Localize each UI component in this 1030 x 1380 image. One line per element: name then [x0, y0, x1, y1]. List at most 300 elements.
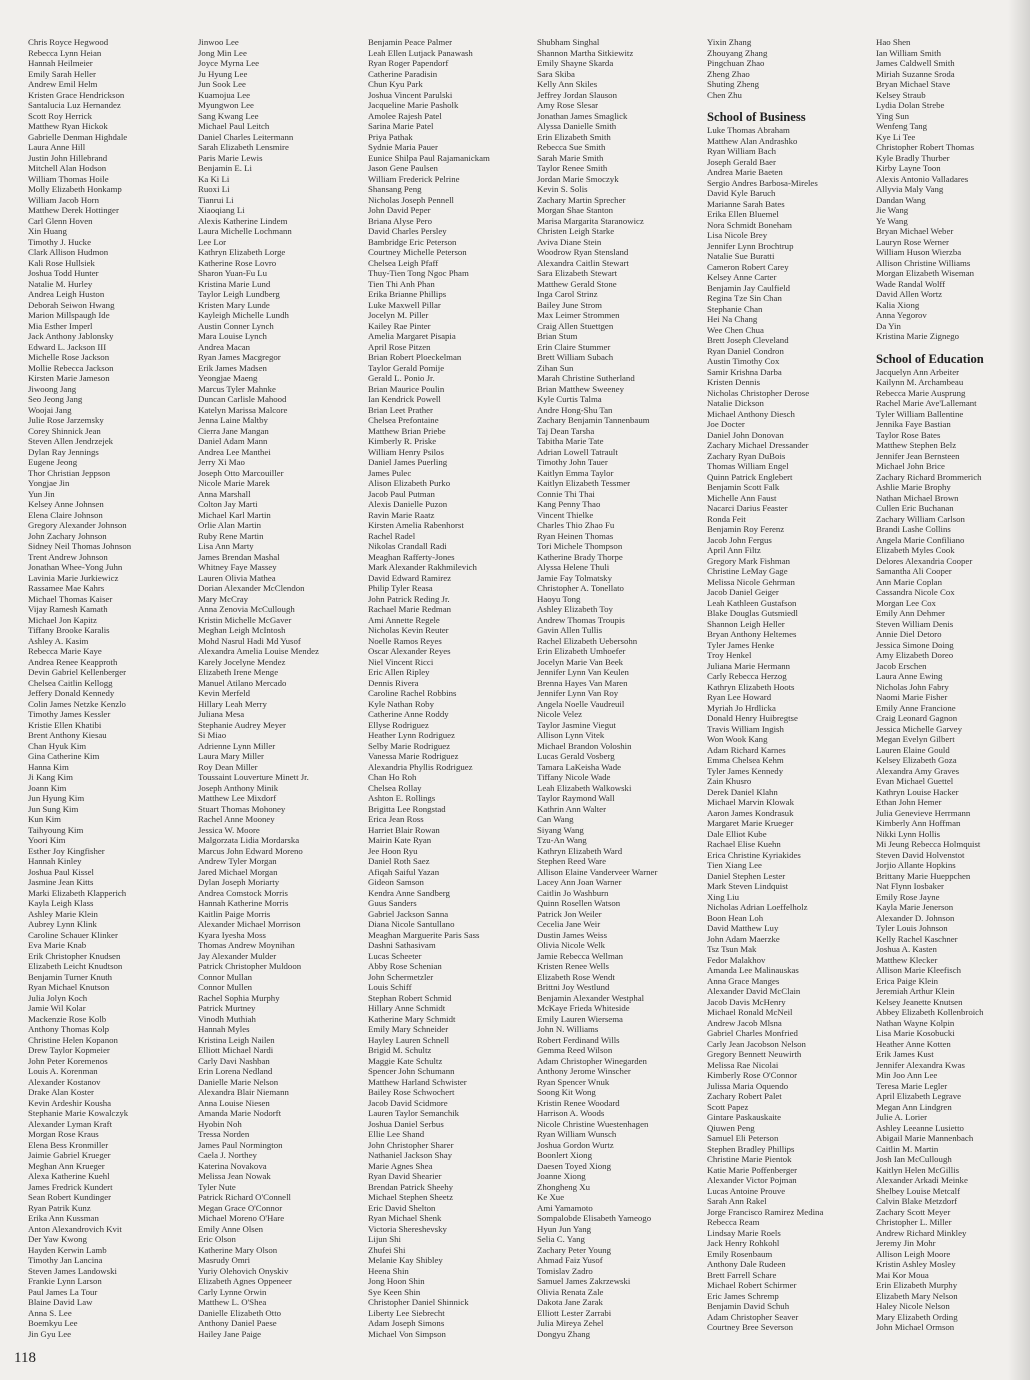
graduate-name: Devin Gabriel Kellenberger — [28, 667, 127, 677]
graduate-name: Bailey Rose Schwochert — [368, 1087, 455, 1097]
graduate-name: Colton Jay Marti — [198, 499, 258, 509]
graduate-name: Jacob Daniel Geiger — [707, 587, 779, 597]
graduate-name: Zachary Robert Palet — [707, 1091, 782, 1101]
graduate-name: Corey Shinnick Jean — [28, 425, 101, 436]
graduate-name: James Pulec — [368, 467, 412, 478]
graduate-name: Megan Evelyn Gilbert — [876, 734, 955, 744]
graduate-name: Harrison A. Woods — [537, 1108, 605, 1118]
graduate-name: Jee Hoon Ryu — [368, 845, 418, 856]
graduate-name: Jun Sook Lee — [198, 79, 246, 89]
graduate-name: Eric David Shelton — [368, 1202, 436, 1213]
graduate-name: Orlie Alan Martin — [198, 520, 262, 530]
graduate-name: Allison Lynn Vitek — [537, 730, 605, 740]
graduate-name: April Elizabeth Legrave — [876, 1091, 961, 1101]
graduate-name: Ruby Rene Martin — [198, 530, 264, 541]
graduate-name: Jack Anthony Jablonsky — [28, 331, 114, 341]
graduate-name: Shuting Zheng — [707, 79, 760, 89]
graduate-name: Leah Elizabeth Walkowski — [537, 782, 632, 793]
graduate-name: Kelsey Anne Johnsen — [28, 499, 104, 509]
graduate-name: Zachary Martin Sprecher — [537, 194, 626, 205]
graduate-name: Gabriel Jackson Sanna — [368, 908, 449, 919]
graduate-name: Megan Ann Lindgren — [876, 1101, 952, 1112]
graduate-name: Natalie M. Hurley — [28, 278, 93, 289]
graduate-name: Daniel Charles Leitermann — [198, 131, 294, 142]
graduate-name: Joe Docter — [707, 419, 745, 429]
graduate-name: Patrick Murtney — [198, 1003, 256, 1013]
graduate-name: Steven David Holvenstot — [876, 849, 965, 860]
graduate-name: Brian Matthew Sweeney — [537, 383, 624, 394]
graduate-name: Marcus Tyler Mahnke — [198, 383, 276, 394]
graduate-name: Der Yaw Kwong — [28, 1234, 87, 1244]
graduate-name: Ryan Spencer Wnuk — [537, 1076, 610, 1087]
graduate-name: Louis A. Korenman — [28, 1066, 98, 1076]
graduate-name: Vinodh Muthiah — [198, 1013, 256, 1024]
graduate-name: Nicole Marie Marek — [198, 478, 270, 488]
graduate-name: Adrian Lowell Tatrault — [537, 446, 618, 457]
graduate-name: William Thomas Hoile — [28, 173, 109, 184]
graduate-name: Alexander Arkadi Meinke — [876, 1175, 968, 1185]
graduate-name: Annie Diel Detoro — [876, 629, 942, 639]
graduate-name: John N. Williams — [537, 1024, 599, 1034]
graduate-name: Jacqueline Marie Pasholk — [368, 100, 459, 110]
graduate-name: Elliott Michael Nardi — [198, 1045, 274, 1055]
graduate-name: Kelly Ann Skiles — [537, 79, 598, 89]
graduate-name: Noelle Ramos Reyes — [368, 635, 442, 646]
graduate-name: Elizabeth Irene Menge — [198, 667, 279, 677]
graduate-name: Timothy J. Hucke — [28, 236, 91, 247]
graduate-name: Wee Chen Chua — [707, 324, 764, 335]
graduate-name: April Ann Filtz — [707, 545, 761, 555]
graduate-name: Rebecca Lynn Heian — [28, 47, 102, 58]
graduate-name: John Zachary Johnson — [28, 530, 107, 541]
graduate-name: Stephen Reed Ware — [537, 856, 606, 866]
graduate-name: Juliana Marie Hermann — [707, 660, 791, 671]
graduate-name: Kimberly Ann Hoffman — [876, 818, 961, 828]
graduate-name: Ashley Elizabeth Toy — [537, 604, 613, 614]
graduate-name: Gintare Paskauskaite — [707, 1112, 782, 1122]
graduate-name: Joshua Vincent Parulski — [368, 89, 453, 100]
graduate-name: Michael Von Simpson — [368, 1328, 446, 1339]
graduate-name: Nicholas Adrian Loeffelholz — [707, 902, 808, 912]
graduate-name: Kailey Rae Pinter — [368, 320, 431, 331]
graduate-name: Taylor Raymond Wall — [537, 793, 615, 803]
graduate-name: Matthew Derek Hottinger — [28, 205, 119, 215]
graduate-name: Gideon Samson — [368, 877, 424, 887]
graduate-name: William Huson Wierzba — [876, 247, 962, 257]
graduate-name: Emily Mary Schneider — [368, 1024, 449, 1034]
graduate-name: Miriah Suzanne Sroda — [876, 68, 955, 79]
graduate-name: Kyara Iyesha Moss — [198, 929, 266, 940]
graduate-name: Jinwoo Lee — [198, 37, 239, 47]
graduate-name: Seo Jeong Jang — [28, 394, 83, 404]
graduate-name: David Charles Persley — [368, 226, 447, 236]
graduate-name: Kali Rose Hullsiek — [28, 257, 95, 268]
graduate-name: Nicholas Kevin Reuter — [368, 625, 449, 635]
graduate-name: Thuy-Tien Tong Ngoc Pham — [368, 268, 469, 278]
graduate-name: Jong Min Lee — [198, 47, 247, 58]
graduate-name: Alexandra Blair Niemann — [198, 1087, 289, 1097]
graduate-name: Vijay Ramesh Kamath — [28, 604, 108, 614]
graduate-name: Marianne Sarah Bates — [707, 198, 785, 209]
graduate-name: Jenna Laine Maltby — [198, 415, 268, 425]
graduate-name: Ryan David Shearier — [368, 1171, 442, 1181]
graduate-name: Erica Christine Kyriakides — [707, 849, 801, 860]
graduate-name: Kristen Mary Lunde — [198, 299, 270, 310]
graduate-name: Mohd Nasrul Hadi Md Yusof — [198, 635, 301, 646]
graduate-name: Christine Marie Pientok — [707, 1154, 792, 1164]
graduate-name: Ami Annette Regele — [368, 614, 440, 625]
graduate-name: Ji Kang Kim — [28, 772, 73, 782]
graduate-name: Marion Millspaugh Ide — [28, 310, 110, 320]
graduate-name: Jessica W. Moore — [198, 824, 260, 835]
graduate-name: Boemkyu Lee — [28, 1318, 78, 1328]
graduate-name: Mi Jeung Rebecca Holmquist — [876, 839, 981, 849]
graduate-name: Adam Richard Karnes — [707, 744, 786, 755]
graduate-name: Eric James Schremp — [707, 1290, 779, 1301]
graduate-name: Emily Lauren Wiersema — [537, 1013, 623, 1024]
graduate-name: Dandan Wang — [876, 194, 926, 205]
graduate-name: Brian Robert Ploeckelman — [368, 352, 462, 362]
graduate-name: Ryan Patrik Kunz — [28, 1202, 91, 1213]
graduate-name: Tiffany Nicole Wade — [537, 772, 611, 782]
graduate-name: Jeffery Donald Kennedy — [28, 688, 115, 698]
graduate-name: Joanne Xiong — [537, 1171, 586, 1181]
graduate-name: Anthony Jerome Winscher — [537, 1066, 631, 1076]
graduate-name: Erin Elizabeth Umhoefer — [537, 646, 626, 656]
graduate-name: John David Peper — [368, 205, 431, 215]
graduate-name: Benjamin E. Li — [198, 163, 252, 173]
graduate-name: Steven William Denis — [876, 618, 954, 629]
graduate-name: Sara Skiba — [537, 68, 575, 79]
graduate-name: Jason Gene Paulsen — [368, 163, 438, 173]
graduate-name: Patrick Richard O'Connell — [198, 1192, 291, 1202]
graduate-name: Lauren Taylor Semanchik — [368, 1108, 460, 1118]
graduate-name: Anna Louise Niesen — [198, 1097, 270, 1108]
graduate-name: Morgan Shae Stanton — [537, 205, 614, 215]
graduate-name: Steven Allen Jendrzejek — [28, 436, 114, 446]
graduate-name: Diana Nicole Santullano — [368, 919, 455, 929]
graduate-name: Brian Maurice Poulin — [368, 383, 445, 394]
graduate-name: Spencer John Schumann — [368, 1066, 455, 1076]
graduate-name: Caitlin Jo Washburn — [537, 887, 609, 898]
graduate-name: Mary Elizabeth Ording — [876, 1311, 958, 1322]
graduate-name: Julia Mireya Zehel — [537, 1318, 604, 1328]
graduate-name: Nathaniel Jackson Shay — [368, 1150, 453, 1160]
graduate-name: Angela Marie Confiliano — [876, 534, 965, 545]
graduate-name: Zihan Sun — [537, 362, 574, 373]
graduate-name: David Kyle Baruch — [707, 188, 776, 198]
graduate-name: Kelsey Elizabeth Goza — [876, 755, 957, 765]
graduate-name: Ellyse Rodriguez — [368, 719, 429, 730]
graduate-name: Caela J. Northey — [198, 1150, 257, 1160]
graduate-name: Taj Dean Tarsha — [537, 425, 595, 436]
graduate-name: Kelsey Jeanette Knutsen — [876, 996, 963, 1007]
graduate-name: Kimberly Rose O'Connor — [707, 1070, 798, 1080]
graduate-name: Kirsten Amelia Rabenhorst — [368, 520, 464, 530]
graduate-name: Brett Farrell Schare — [707, 1269, 777, 1280]
graduate-name: Rebecca Marie Ausprung — [876, 387, 966, 398]
graduate-name: Jessica Michelle Garvey — [876, 723, 962, 734]
school-heading: School of Education — [876, 351, 984, 366]
graduate-name: William Frederick Pelrine — [368, 173, 460, 184]
graduate-name: Gerald L. Ponio Jr. — [368, 373, 435, 383]
graduate-name: Kristen Dennis — [707, 377, 761, 387]
page-number: 118 — [14, 1350, 36, 1366]
graduate-name: Danielle Marie Nelson — [198, 1076, 279, 1087]
graduate-name: Gregory Alexander Johnson — [28, 520, 127, 530]
graduate-name: Tzu-An Wang — [537, 835, 587, 845]
graduate-name: Elizabeth Leicht Knudtson — [28, 961, 123, 971]
graduate-name: Ruoxi Li — [198, 184, 230, 194]
graduate-name: Derek Daniel Klahn — [707, 786, 778, 797]
graduate-name: Matthew L. O'Shea — [198, 1297, 267, 1307]
graduate-name: Andrew Jacob Mlsna — [707, 1017, 782, 1028]
graduate-name: Wade Randal Wolff — [876, 278, 946, 289]
graduate-name: Joseph Gerald Baer — [707, 156, 776, 167]
graduate-name: Colin James Netzke Kenzlo — [28, 698, 126, 709]
graduate-name: Connor Mullen — [198, 982, 253, 992]
graduate-name: Kelsey Anne Carter — [707, 272, 777, 282]
graduate-name: Zachary Ryan DuBois — [707, 450, 786, 461]
graduate-name: Michael Moreno O'Hare — [198, 1213, 285, 1223]
graduate-name: Katherine Mary Olson — [198, 1244, 278, 1255]
graduate-name: Michael Stephen Sheetz — [368, 1192, 454, 1202]
graduate-name: Hao Shen — [876, 37, 911, 47]
graduate-name: Mairin Kate Ryan — [368, 835, 432, 845]
graduate-name: Vincent Thielke — [537, 509, 594, 520]
graduate-name: Joshua Paul Kissel — [28, 866, 94, 877]
graduate-name: Andrea Macan — [198, 341, 251, 352]
graduate-name: Jocelyn M. Piller — [368, 310, 429, 320]
graduate-name: Brian Leet Prather — [368, 404, 433, 415]
graduate-name: John Christopher Sharer — [368, 1139, 454, 1150]
graduate-name: Kathrin Ann Walter — [537, 803, 607, 814]
graduate-name: Hannah Heilmeier — [28, 58, 93, 68]
graduate-name: Lauryn Rose Werner — [876, 236, 949, 247]
graduate-name: Ahmad Faiz Yusof — [537, 1255, 603, 1265]
graduate-name: Christopher Daniel Shinnick — [368, 1297, 469, 1307]
graduate-name: Briana Alyse Pero — [368, 215, 433, 226]
graduate-name: Dongyu Zhang — [537, 1328, 591, 1339]
graduate-name: Priya Pathak — [368, 131, 413, 142]
graduate-name: Eunice Shilpa Paul Rajamanickam — [368, 152, 490, 163]
graduate-name: Rachel Anne Mooney — [198, 814, 275, 824]
graduate-name: Heather Lynn Rodriguez — [368, 730, 455, 740]
graduate-name: Ravin Marie Raatz — [368, 509, 435, 520]
graduate-name: Santalucia Luz Hernandez — [28, 100, 121, 110]
graduate-name: Shansang Peng — [368, 184, 422, 194]
graduate-name: Kailynn M. Archambeau — [876, 377, 964, 387]
graduate-name: Gabriel Charles Monfried — [707, 1028, 798, 1038]
graduate-name: Robert Ferdinand Wills — [537, 1034, 620, 1045]
graduate-name: Liberty Lee Siebrecht — [368, 1307, 445, 1318]
graduate-name: Tressa Norden — [198, 1129, 250, 1139]
graduate-name: Lucas Antoine Prouve — [707, 1185, 786, 1196]
graduate-name: Zachary Benjamin Tannenbaum — [537, 415, 650, 425]
graduate-name: Boonlert Xiong — [537, 1150, 592, 1160]
graduate-name: Kun Kim — [28, 814, 61, 824]
graduate-name: Ryan Daniel Condron — [707, 345, 784, 356]
graduate-name: Roy Dean Miller — [198, 761, 258, 772]
graduate-name: Drake Alan Koster — [28, 1087, 94, 1097]
graduate-name: Benjamin Roy Ferenz — [707, 524, 785, 534]
graduate-name: Kuamojua Lee — [198, 89, 251, 100]
graduate-name: Timothy John Tauer — [537, 457, 608, 467]
graduate-name: Brent Anthony Kiesau — [28, 730, 107, 740]
graduate-name: Rebecca Ream — [707, 1217, 760, 1227]
graduate-name: Stephanie Marie Kowalczyk — [28, 1108, 129, 1118]
graduate-name: Sarina Marie Patel — [368, 121, 434, 131]
graduate-name: Charles Thio Zhao Fu — [537, 520, 615, 530]
graduate-name: Nora Schmidt Boneham — [707, 219, 793, 230]
graduate-name: Ashlie Marie Brophy — [876, 482, 951, 492]
graduate-name: Joseph Otto Marcouiller — [198, 467, 284, 478]
graduate-name: Sharon Yuan-Fu Lu — [198, 268, 268, 278]
graduate-name: Quinn Rosellen Watson — [537, 898, 621, 908]
graduate-name: Woodrow Ryan Stensland — [537, 247, 629, 257]
graduate-name: Abbey Elizabeth Kollenbroich — [876, 1007, 984, 1017]
graduate-name: Lisa Ann Marty — [198, 541, 254, 551]
graduate-name: Ryan William Wunsch — [537, 1129, 617, 1139]
graduate-name: Kelly Rachel Kaschner — [876, 933, 958, 944]
graduate-name: Tyler Nute — [198, 1181, 236, 1192]
graduate-name: Jeremiah Arthur Klein — [876, 986, 955, 996]
graduate-name: Sye Keen Shin — [368, 1286, 421, 1297]
graduate-name: Rachel Elizabeth Uebersohn — [537, 635, 638, 646]
graduate-name: Xing Liu — [707, 891, 740, 902]
graduate-name: Kristin Ashley Mosley — [876, 1259, 956, 1269]
graduate-name: Alexandra Amy Graves — [876, 765, 960, 776]
graduate-name: Kimberly R. Priske — [368, 436, 437, 446]
graduate-name: Alexander Lyman Kraft — [28, 1118, 113, 1129]
graduate-name: David Edward Ramirez — [368, 572, 452, 583]
graduate-name: Ka Ki Li — [198, 173, 230, 184]
graduate-name: Ian Kendrick Powell — [368, 394, 441, 404]
graduate-name: Benjamin Turner Knuth — [28, 971, 113, 982]
graduate-name: Katelyn Marissa Malcore — [198, 404, 288, 415]
graduate-name: Natalie Dickson — [707, 398, 764, 408]
graduate-name: Anthony Daniel Paese — [198, 1318, 277, 1328]
graduate-name: Elena Claire Johnson — [28, 509, 103, 520]
graduate-name: Adam Christopher Seaver — [707, 1311, 799, 1322]
graduate-name: Brandi Lashe Collins — [876, 524, 951, 534]
graduate-name: Haoyu Tong — [537, 593, 581, 604]
graduate-name: Anna Zenovia McCullough — [198, 604, 295, 614]
graduate-name: Fedor Malakhov — [707, 954, 766, 965]
graduate-name: Bryan Anthony Heltemes — [707, 629, 797, 639]
graduate-name: Michael Karl Martin — [198, 509, 271, 520]
graduate-name: Eva Marie Knab — [28, 940, 87, 950]
graduate-name: Jack Henry Rohkohl — [707, 1238, 780, 1248]
graduate-name: Harriet Blair Rowan — [368, 824, 440, 835]
graduate-name: Matthew Ryan Hickok — [28, 121, 108, 131]
graduate-name: Niel Vincent Ricci — [368, 656, 434, 667]
graduate-name: Chelsea Leigh Pfaff — [368, 257, 439, 268]
graduate-name: Cecelia Jane Weir — [537, 919, 601, 929]
graduate-name: Tyler William Ballentine — [876, 408, 964, 419]
graduate-name: Emily Ann Dehmer — [876, 608, 945, 618]
graduate-name: Rachel Marie Ave'Lallemant — [876, 398, 977, 408]
graduate-name: Melissa Jean Nowak — [198, 1171, 271, 1181]
graduate-name: Nicholas John Fabry — [876, 681, 949, 692]
graduate-name: Stephen Bradley Phillips — [707, 1143, 795, 1154]
name-column-5 — [707, 37, 873, 1333]
graduate-name: Daniel Adam Mann — [198, 436, 268, 446]
graduate-name: Kristie Ellen Khatibi — [28, 719, 102, 730]
graduate-name: Michael Ronald McNeil — [707, 1007, 793, 1017]
graduate-name: Caroline Schauer Klinker — [28, 929, 118, 940]
graduate-name: Carl Glenn Hoven — [28, 215, 93, 226]
graduate-name: Xiaoqiang Li — [198, 205, 245, 215]
graduate-name: Mara Louise Lynch — [198, 331, 267, 341]
graduate-name: Carly Jean Jacobson Nelson — [707, 1038, 806, 1049]
graduate-name: Amy Rose Slesar — [537, 100, 599, 110]
graduate-name: Joshua A. Kasten — [876, 944, 937, 954]
graduate-name: Kayleigh Michelle Lundh — [198, 310, 289, 320]
graduate-name: Katherine Brady Thorpe — [537, 551, 623, 562]
graduate-name: Ryan Heinen Thomas — [537, 530, 614, 541]
graduate-name: Hyobin Noh — [198, 1118, 242, 1129]
graduate-name: Drew Taylor Kopmeier — [28, 1045, 110, 1055]
graduate-name: Brendan Patrick Sheehy — [368, 1181, 454, 1192]
graduate-name: Andrea Comstock Morris — [198, 887, 288, 898]
graduate-name: Brett Joseph Cleveland — [707, 335, 789, 345]
graduate-name: Christopher L. Miller — [876, 1217, 952, 1227]
graduate-name: Michael Paul Leitch — [198, 121, 270, 131]
graduate-name: Abigail Marie Mannenbach — [876, 1133, 974, 1143]
graduate-name: Cullen Eric Buchanan — [876, 503, 954, 513]
graduate-name: Kendra Anne Sandberg — [368, 887, 450, 898]
graduate-name: Bailey June Strom — [537, 299, 602, 310]
graduate-name: Olivia Renata Zale — [537, 1286, 604, 1297]
graduate-name: Anna S. Lee — [28, 1307, 72, 1318]
name-column-3 — [368, 37, 534, 1339]
graduate-name: Lauren Elaine Gould — [876, 744, 950, 755]
graduate-name: Andre Hong-Shu Tan — [537, 404, 613, 415]
graduate-name: Andrea Marie Baeten — [707, 167, 783, 177]
graduate-name: Xin Huang — [28, 226, 67, 236]
graduate-name: Alexis Antonio Valladares — [876, 173, 969, 184]
graduate-name: Ryan Michael Shenk — [368, 1213, 442, 1223]
graduate-name: John Adam Maerzke — [707, 933, 780, 944]
graduate-name: Bryan Michael Stave — [876, 79, 951, 89]
graduate-name: Chun Kyu Park — [368, 79, 423, 89]
graduate-name: Hyun Jun Yang — [537, 1223, 592, 1234]
graduate-name: Jennifer Jean Bernsteen — [876, 450, 960, 461]
graduate-name: Patrick Jon Weiler — [537, 908, 602, 919]
graduate-name: Whitney Faye Massey — [198, 562, 277, 572]
graduate-name: Sergio Andres Barbosa-Mireles — [707, 177, 818, 188]
graduate-name: James Caldwell Smith — [876, 58, 955, 68]
graduate-name: Alyssa Helene Thuli — [537, 562, 610, 572]
graduate-name: Zachary Michael Dressander — [707, 440, 809, 450]
graduate-name: Jay Alexander Mulder — [198, 950, 277, 961]
graduate-name: Jeffrey Jordan Slauson — [537, 89, 617, 100]
graduate-name: Brittni Joy Westlund — [537, 982, 610, 992]
graduate-name: Stuart Thomas Mohoney — [198, 803, 286, 814]
graduate-name: Toussaint Louverture Minett Jr. — [198, 772, 309, 782]
graduate-name: Benjamin Peace Palmer — [368, 37, 453, 47]
graduate-name: Joseph Anthony Minik — [198, 782, 279, 793]
graduate-name: Rassamee Mae Kahrs — [28, 583, 105, 593]
graduate-name: Joann Kim — [28, 782, 67, 793]
graduate-name: Tsz Tsun Mak — [707, 944, 757, 954]
graduate-name: Kyle Curtis Talma — [537, 394, 602, 404]
graduate-name: Paris Marie Lewis — [198, 152, 263, 163]
graduate-name: Emily Anne Francione — [876, 702, 956, 713]
graduate-name: Zhongheng Xu — [537, 1181, 591, 1192]
graduate-name: Julissa Maria Oquendo — [707, 1080, 789, 1091]
